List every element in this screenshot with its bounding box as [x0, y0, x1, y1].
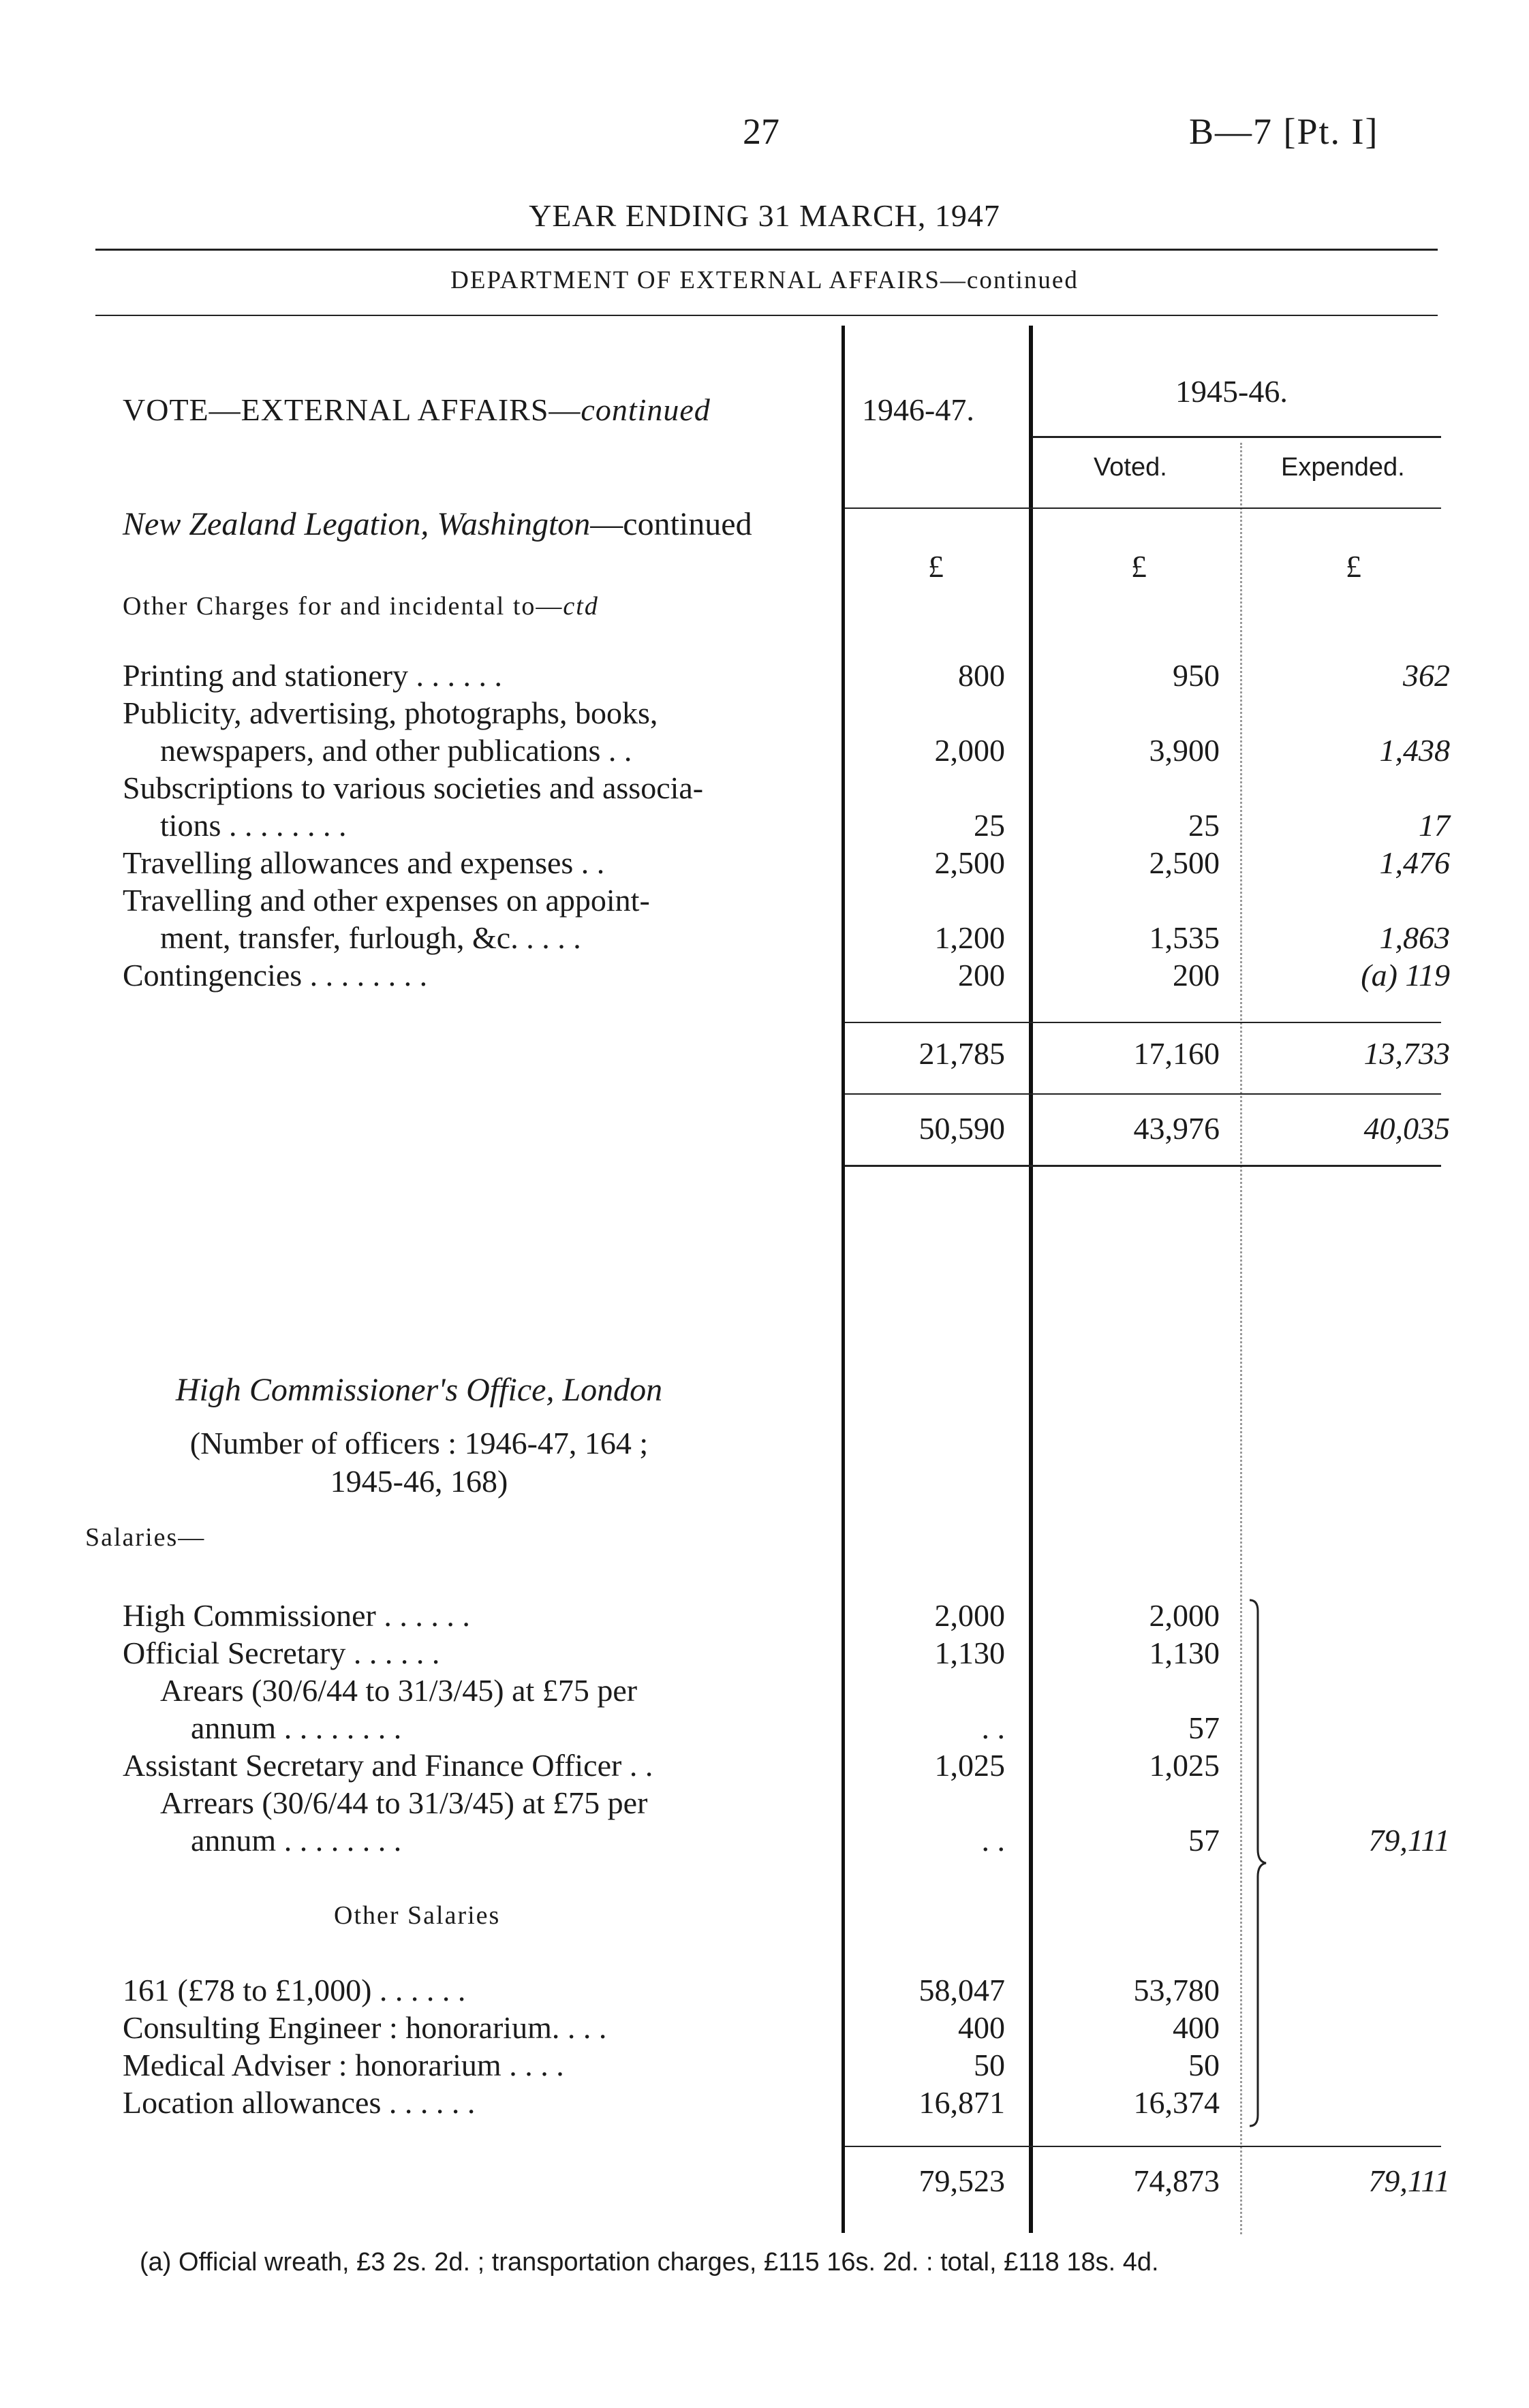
column-header-1945-46: 1945-46.	[1175, 374, 1288, 409]
row-label: newspapers, and other publications . .	[160, 733, 632, 768]
cell-voted: 50	[1188, 2048, 1220, 2082]
row-label: Consulting Engineer : honorarium. . . .	[123, 2010, 607, 2045]
vote-title: VOTE—EXTERNAL AFFAIRS—continued	[123, 392, 711, 427]
page-number: 27	[743, 111, 779, 152]
salaries-heading: Salaries—	[85, 1523, 206, 1552]
row-label: Travelling allowances and expenses . .	[123, 845, 605, 880]
row-label: Arrears (30/6/44 to 31/3/45) at £75 per	[160, 1785, 648, 1820]
column-divider-dotted	[1240, 443, 1242, 2234]
london-total-1946: 79,523	[918, 2163, 1005, 2198]
cell-1946: 2,000	[934, 733, 1005, 768]
row-label: High Commissioner . . . . . .	[123, 1598, 470, 1633]
cell-expended: 17	[1419, 808, 1450, 843]
row-label: Travelling and other expenses on appoint-	[123, 883, 650, 918]
cell-voted: 57	[1188, 1710, 1220, 1745]
cell-expended: 362	[1403, 658, 1450, 693]
subtotal-voted: 17,160	[1133, 1036, 1220, 1071]
cell-1946: 400	[958, 2010, 1005, 2045]
cell-voted: 1,025	[1149, 1748, 1220, 1783]
row-label: Subscriptions to various societies and associa-	[123, 770, 704, 805]
currency-voted: £	[1131, 549, 1147, 584]
subtotal-rule	[845, 1022, 1441, 1023]
cell-1946: 800	[958, 658, 1005, 693]
cell-expended: (a) 119	[1361, 958, 1450, 992]
subtotal-expended: 13,733	[1363, 1036, 1450, 1071]
column-header-expended: Expended.	[1281, 453, 1405, 482]
cell-1946: 200	[958, 958, 1005, 992]
footnote: (a) Official wreath, £3 2s. 2d. ; transportation charges, £115 16s. 2d. : total, £118 18s. 4d.	[140, 2248, 1159, 2277]
cell-voted: 2,500	[1149, 845, 1220, 880]
row-label: 161 (£78 to £1,000) . . . . . .	[123, 1973, 466, 2007]
cell-voted: 200	[1173, 958, 1220, 992]
london-total-voted: 74,873	[1133, 2163, 1220, 2198]
other-salaries-heading: Other Salaries	[334, 1901, 501, 1930]
row-label: Medical Adviser : honorarium . . . .	[123, 2048, 564, 2082]
officers-count-line-2: 1945-46, 168)	[330, 1464, 508, 1499]
cell-voted: 400	[1173, 2010, 1220, 2045]
row-label: Arears (30/6/44 to 31/3/45) at £75 per	[160, 1673, 638, 1708]
subtitle-rule	[95, 315, 1438, 316]
cell-voted: 1,130	[1149, 1636, 1220, 1670]
section-heading-london: High Commissioner's Office, London	[175, 1372, 663, 1408]
cell-voted: 53,780	[1133, 1973, 1220, 2007]
cell-voted: 950	[1173, 658, 1220, 693]
total-1946: 50,590	[918, 1111, 1005, 1146]
currency-expended: £	[1346, 549, 1361, 584]
cell-expended: 1,476	[1379, 845, 1450, 880]
cell-voted: 1,535	[1149, 920, 1220, 955]
cell-1946: . .	[981, 1710, 1005, 1745]
cell-voted: 2,000	[1149, 1598, 1220, 1633]
section-heading-washington: New Zealand Legation, Washington—continued	[123, 506, 752, 542]
cell-1946: 1,200	[934, 920, 1005, 955]
column-header-1946-47: 1946-47.	[862, 392, 974, 427]
cell-voted: 57	[1188, 1823, 1220, 1858]
row-label: Contingencies . . . . . . . .	[123, 958, 428, 992]
row-label: ment, transfer, furlough, &c. . . . .	[160, 920, 581, 955]
header-subrule	[1032, 436, 1441, 438]
column-header-voted: Voted.	[1094, 453, 1167, 482]
cell-1946: 25	[974, 808, 1005, 843]
bracket-expended-total: 79,111	[1368, 1823, 1450, 1858]
document-reference: B—7 [Pt. I]	[1189, 111, 1379, 152]
column-divider-left	[841, 326, 845, 2233]
column-divider-middle	[1029, 326, 1033, 2233]
london-total-expended: 79,111	[1368, 2163, 1450, 2198]
london-total-rule	[845, 2146, 1441, 2147]
cell-1946: . .	[981, 1823, 1005, 1858]
cell-voted: 16,374	[1133, 2085, 1220, 2120]
total-rule	[845, 1093, 1441, 1095]
currency-1946: £	[928, 549, 944, 584]
right-brace	[1248, 1597, 1269, 2129]
cell-expended: 1,438	[1379, 733, 1450, 768]
officers-count-line-1: (Number of officers : 1946-47, 164 ;	[189, 1426, 649, 1460]
cell-1946: 58,047	[918, 1973, 1005, 2007]
row-label: Official Secretary . . . . . .	[123, 1636, 440, 1670]
cell-1946: 50	[974, 2048, 1005, 2082]
cell-1946: 2,000	[934, 1598, 1005, 1633]
cell-expended: 1,863	[1379, 920, 1450, 955]
row-label: annum . . . . . . . .	[191, 1710, 402, 1745]
row-label: Publicity, advertising, photographs, books,	[123, 695, 658, 730]
row-label: tions . . . . . . . .	[160, 808, 347, 843]
row-label: Printing and stationery . . . . . .	[123, 658, 503, 693]
title-rule	[95, 249, 1438, 251]
cell-voted: 3,900	[1149, 733, 1220, 768]
cell-1946: 1,130	[934, 1636, 1005, 1670]
other-charges-heading: Other Charges for and incidental to—ctd	[123, 592, 599, 621]
cell-1946: 1,025	[934, 1748, 1005, 1783]
cell-1946: 2,500	[934, 845, 1005, 880]
department-subtitle: DEPARTMENT OF EXTERNAL AFFAIRS—continued	[450, 266, 1079, 294]
total-voted: 43,976	[1133, 1111, 1220, 1146]
row-label: Assistant Secretary and Finance Officer . .	[123, 1748, 653, 1783]
page-title: YEAR ENDING 31 MARCH, 1947	[529, 198, 1000, 233]
row-label: Location allowances . . . . . .	[123, 2085, 476, 2120]
row-label: annum . . . . . . . .	[191, 1823, 402, 1858]
subtotal-1946: 21,785	[918, 1036, 1005, 1071]
cell-1946: 16,871	[918, 2085, 1005, 2120]
cell-voted: 25	[1188, 808, 1220, 843]
total-bottom-rule	[845, 1165, 1441, 1167]
total-expended: 40,035	[1363, 1111, 1450, 1146]
header-bottom-rule	[845, 507, 1441, 509]
